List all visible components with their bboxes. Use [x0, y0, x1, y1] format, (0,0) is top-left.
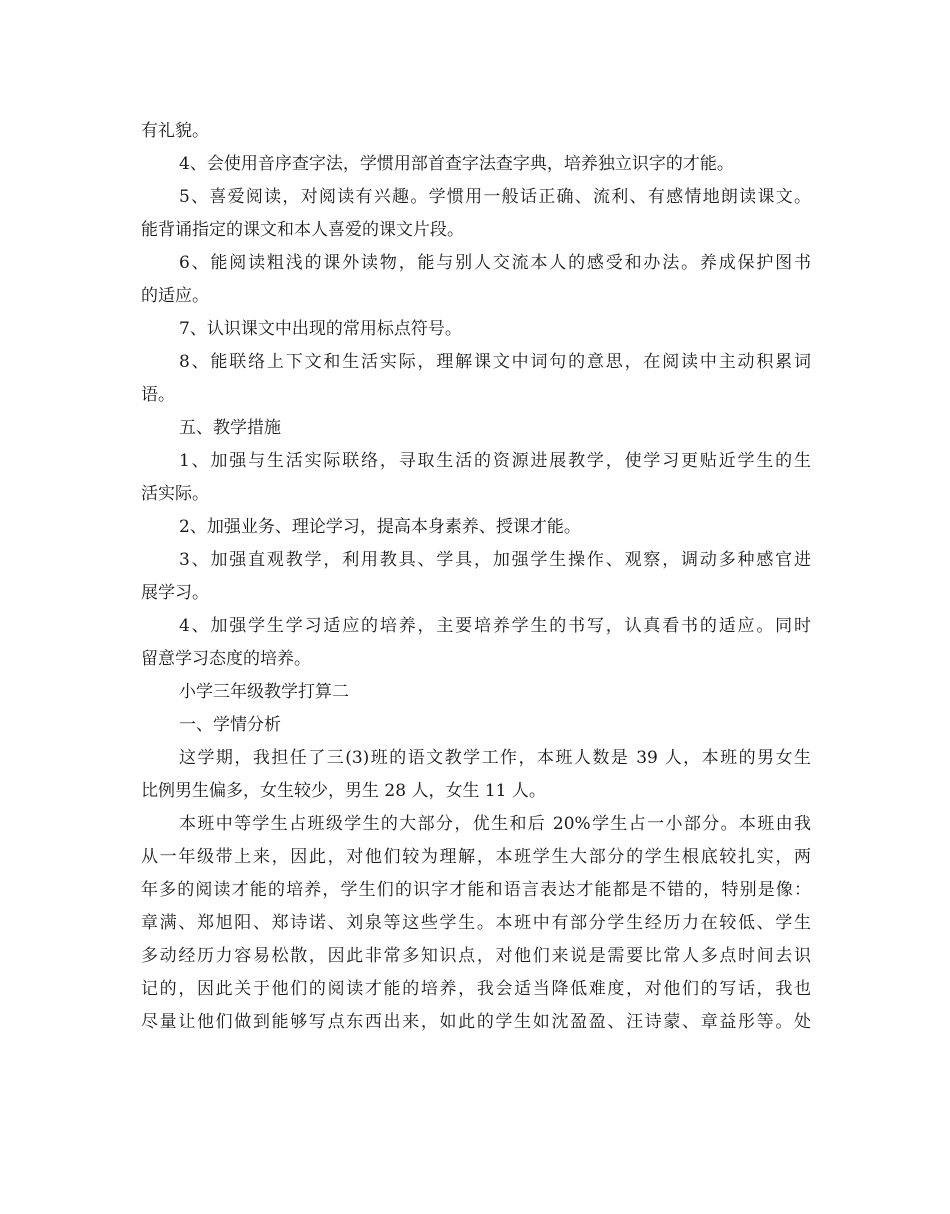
text-line: 比例男生偏多，女生较少，男生 28 人，女生 11 人。 [141, 781, 546, 801]
text-line: 5、喜爱阅读，对阅读有兴趣。学惯用一般话正确、流利、有感情地朗读课文。 [179, 187, 811, 207]
text-line: 尽量让他们做到能够写点东西出来，如此的学生如沈盈盈、汪诗蒙、章益彤等。处 [141, 1012, 811, 1032]
text-line: 从一年级带上来，因此，对他们较为理解，本班学生大部分的学生根底较扎实，两 [141, 847, 811, 867]
text-line: 3、加强直观教学，利用教具、学具，加强学生操作、观察，调动多种感官进 [179, 550, 811, 570]
text-line: 记的，因此关于他们的阅读才能的培养，我会适当降低难度，对他们的写话，我也 [141, 979, 811, 999]
text-line: 年多的阅读才能的培养，学生们的识字才能和语言表达才能都是不错的，特别是像： [141, 880, 811, 900]
text-line: 能背诵指定的课文和本人喜爱的课文片段。 [141, 220, 464, 240]
text-line: 的适应。 [141, 286, 209, 306]
text-line: 8、能联络上下文和生活实际，理解课文中词句的意思，在阅读中主动积累词 [179, 352, 811, 372]
text-line: 多动经历力容易松散，因此非常多知识点，对他们来说是需要比常人多点时间去识 [141, 946, 811, 966]
text-line: 一、学情分析 [179, 715, 281, 735]
text-line: 7、认识课文中出现的常用标点符号。 [179, 319, 462, 339]
text-line: 4、加强学生学习适应的培养，主要培养学生的书写，认真看书的适应。同时 [179, 616, 811, 636]
text-line: 五、教学措施 [179, 418, 281, 438]
text-line: 4、会使用音序查字法，学惯用部首查字法查字典，培养独立识字的才能。 [179, 154, 734, 174]
text-line: 这学期，我担任了三(3)班的语文教学工作，本班人数是 39 人，本班的男女生 [179, 748, 811, 768]
text-line: 本班中等学生占班级学生的大部分，优生和后 20%学生占一小部分。本班由我 [179, 814, 811, 834]
document-body [141, 115, 811, 1039]
text-line: 2、加强业务、理论学习，提高本身素养、授课才能。 [179, 517, 581, 537]
text-line: 1、加强与生活实际联络，寻取生活的资源进展教学，使学习更贴近学生的生 [179, 451, 811, 471]
text-line: 小学三年级教学打算二 [179, 682, 349, 702]
text-line: 章满、郑旭阳、郑诗诺、刘泉等这些学生。本班中有部分学生经历力在较低、学生 [141, 913, 811, 933]
text-line: 留意学习态度的培养。 [141, 649, 311, 669]
text-line: 展学习。 [141, 583, 209, 603]
text-line: 6、能阅读粗浅的课外读物，能与别人交流本人的感受和办法。养成保护图书 [179, 253, 811, 273]
text-line: 有礼貌。 [141, 121, 209, 141]
text-line: 语。 [141, 385, 175, 405]
text-line: 活实际。 [141, 484, 209, 504]
